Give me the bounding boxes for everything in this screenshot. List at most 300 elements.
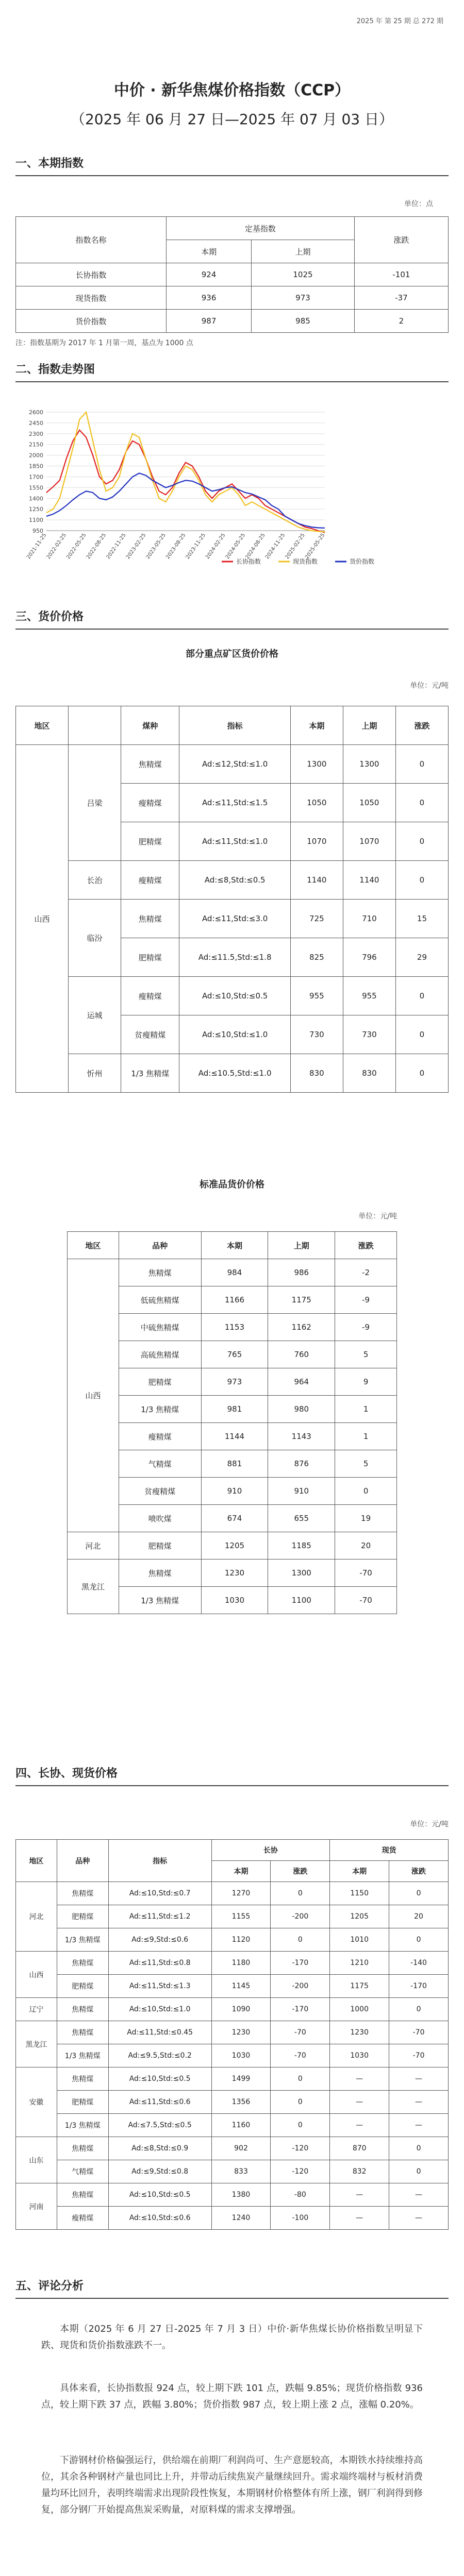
cell: 1155 bbox=[211, 1905, 271, 1928]
cell: Ad:≤11,Std:≤0.6 bbox=[108, 2091, 211, 2114]
cell: 1205 bbox=[201, 1532, 268, 1560]
cell: 1166 bbox=[201, 1286, 268, 1314]
table-row bbox=[16, 745, 449, 784]
legend-label: 长协指数 bbox=[236, 558, 261, 565]
cell: 1/3 焦精煤 bbox=[57, 1928, 108, 1952]
cell: 9 bbox=[335, 1368, 397, 1396]
cell: 0 bbox=[389, 1882, 449, 1905]
analysis-paragraph-1: 本期（2025 年 6 月 27 日-2025 年 7 月 3 日）中价·新华焦煤长协价格指数呈明显下跌、现货和货价指数涨跌不一。 bbox=[41, 2324, 423, 2351]
cell: -70 bbox=[389, 2044, 449, 2067]
table-row bbox=[16, 2160, 449, 2183]
cell: 730 bbox=[290, 1015, 343, 1054]
cell: 1/3 焦精煤 bbox=[119, 1396, 201, 1423]
cell: 1300 bbox=[343, 745, 395, 784]
cell: 1/3 焦精煤 bbox=[119, 1587, 201, 1614]
cell: Ad:≤10,Std:≤0.5 bbox=[108, 2183, 211, 2207]
table-row bbox=[16, 310, 449, 333]
cell: 955 bbox=[343, 977, 395, 1015]
section-3-divider bbox=[15, 629, 449, 630]
cell: 焦精煤 bbox=[57, 2021, 108, 2044]
s4-unit: 单位：元/吨 bbox=[410, 1820, 449, 1828]
cell: -9 bbox=[335, 1314, 397, 1341]
cell: 0 bbox=[389, 2137, 449, 2160]
col-area: 地区 bbox=[16, 706, 69, 745]
cell: 肥精煤 bbox=[119, 1532, 201, 1560]
cell: — bbox=[330, 2067, 389, 2091]
table-row bbox=[68, 1532, 397, 1560]
col-current: 本期 bbox=[290, 706, 343, 745]
section-3-heading: 三、货价价格 bbox=[15, 611, 84, 623]
cell: 1 bbox=[335, 1396, 397, 1423]
cell: 1160 bbox=[211, 2114, 271, 2137]
x-tick-label: 2022-02-25 bbox=[45, 532, 68, 561]
cell: 0 bbox=[389, 2160, 449, 2183]
y-tick-label: 1100 bbox=[29, 517, 43, 524]
cell: 1300 bbox=[268, 1560, 335, 1587]
cell: Ad:≤11,Std:≤3.0 bbox=[179, 900, 290, 938]
cell: 1240 bbox=[211, 2207, 271, 2230]
cell: Ad:≤10,Std:≤0.7 bbox=[108, 1882, 211, 1905]
report-period: （2025 年 06 月 27 日—2025 年 07 月 03 日） bbox=[70, 111, 394, 128]
col-area: 地区 bbox=[68, 1232, 119, 1259]
cell: — bbox=[330, 2207, 389, 2230]
cell: -100 bbox=[271, 2207, 330, 2230]
cell: 焦精煤 bbox=[57, 1882, 108, 1905]
section-1-heading: 一、本期指数 bbox=[15, 157, 84, 170]
col-current: 本期 bbox=[201, 1232, 268, 1259]
cell: -70 bbox=[389, 2021, 449, 2044]
y-tick-label: 950 bbox=[32, 528, 43, 534]
mine-price-table bbox=[15, 706, 449, 1093]
cell: Ad:≤11,Std:≤1.5 bbox=[179, 784, 290, 822]
section-2-divider bbox=[15, 381, 449, 382]
standard-price-subheading: 标准品货价价格 bbox=[200, 1179, 264, 1190]
col-current: 本期 bbox=[167, 240, 252, 263]
cell: 0 bbox=[335, 1478, 397, 1505]
cell: 1140 bbox=[343, 861, 395, 900]
cell: Ad:≤8,Std:≤0.5 bbox=[179, 861, 290, 900]
section-2-heading: 二、指数走势图 bbox=[15, 363, 95, 376]
cell: 936 bbox=[167, 286, 252, 310]
cell: 730 bbox=[343, 1015, 395, 1054]
cell: Ad:≤9.5,Std:≤0.2 bbox=[108, 2044, 211, 2067]
cell: 29 bbox=[395, 938, 448, 977]
cell: 气精煤 bbox=[119, 1450, 201, 1478]
x-tick-label: 2024-11-25 bbox=[264, 532, 287, 561]
cell: 15 bbox=[395, 900, 448, 938]
cell: 710 bbox=[343, 900, 395, 938]
subarea-cell: 临汾 bbox=[69, 900, 121, 977]
cell: 1153 bbox=[201, 1314, 268, 1341]
cell: 964 bbox=[268, 1368, 335, 1396]
y-tick-label: 1400 bbox=[29, 495, 43, 502]
cell: — bbox=[330, 2114, 389, 2137]
cell: 1185 bbox=[268, 1532, 335, 1560]
cell: 1070 bbox=[290, 822, 343, 861]
cell: 长协指数 bbox=[16, 263, 167, 286]
cell: 1230 bbox=[211, 2021, 271, 2044]
cell: 910 bbox=[268, 1478, 335, 1505]
x-tick-label: 2023-05-25 bbox=[145, 532, 167, 561]
col-spot-current: 本期 bbox=[330, 1861, 389, 1882]
table-row bbox=[16, 1905, 449, 1928]
subarea-cell: 长治 bbox=[69, 861, 121, 900]
cell: 973 bbox=[252, 286, 355, 310]
area-cell: 山西 bbox=[68, 1259, 119, 1532]
cell: Ad:≤10,Std:≤0.5 bbox=[179, 977, 290, 1015]
cell: 0 bbox=[271, 1882, 330, 1905]
cell: 973 bbox=[201, 1368, 268, 1396]
index-table bbox=[15, 216, 449, 333]
analysis-paragraph-4 bbox=[41, 2573, 423, 2576]
cell: 1175 bbox=[330, 1975, 389, 1998]
col-index-name: 指数名称 bbox=[16, 217, 167, 263]
section-5-heading: 五、评论分析 bbox=[15, 2280, 84, 2293]
cell: 984 bbox=[201, 1259, 268, 1286]
cell: 902 bbox=[211, 2137, 271, 2160]
cell: Ad:≤9,Std:≤0.8 bbox=[108, 2160, 211, 2183]
cell: 765 bbox=[201, 1341, 268, 1368]
cell: 985 bbox=[252, 310, 355, 333]
cell: — bbox=[389, 2067, 449, 2091]
table-row bbox=[16, 2044, 449, 2067]
cell: 955 bbox=[290, 977, 343, 1015]
cell: 1143 bbox=[268, 1423, 335, 1450]
cell: 中硫焦精煤 bbox=[119, 1314, 201, 1341]
x-tick-label: 2021-11-25 bbox=[26, 532, 48, 561]
cell: 气精煤 bbox=[57, 2160, 108, 2183]
col-change: 涨跌 bbox=[395, 706, 448, 745]
col-spot-change: 涨跌 bbox=[389, 1861, 449, 1882]
area-cell: 河北 bbox=[16, 1882, 57, 1952]
cell: 832 bbox=[330, 2160, 389, 2183]
cell: 980 bbox=[268, 1396, 335, 1423]
col-fixed-base: 定基指数 bbox=[167, 217, 355, 240]
x-tick-label: 2023-11-25 bbox=[185, 532, 207, 561]
cell: 987 bbox=[167, 310, 252, 333]
table-row bbox=[16, 2114, 449, 2137]
cell: 肥精煤 bbox=[57, 2091, 108, 2114]
x-tick-label: 2022-08-25 bbox=[85, 532, 108, 561]
cell: 0 bbox=[395, 745, 448, 784]
cell: 1180 bbox=[211, 1952, 271, 1975]
x-tick-label: 2024-08-25 bbox=[244, 532, 267, 561]
col-previous: 上期 bbox=[268, 1232, 335, 1259]
analysis-paragraph-2: 具体来看，长协指数报 924 点，较上期下跌 101 点，跌幅 9.85%；现货价格指数 936 点，较上期下跌 37 点，跌幅 3.80%；货价指数 987 点，较上期上涨 2 点，涨幅 0.20%。 bbox=[41, 2383, 423, 2410]
col-lt-current: 本期 bbox=[211, 1861, 271, 1882]
cell: Ad:≤8,Std:≤0.9 bbox=[108, 2137, 211, 2160]
col-change: 涨跌 bbox=[335, 1232, 397, 1259]
cell: Ad:≤11,Std:≤1.3 bbox=[108, 1975, 211, 1998]
subarea-cell: 运城 bbox=[69, 977, 121, 1054]
cell: 1090 bbox=[211, 1998, 271, 2021]
cell: 986 bbox=[268, 1259, 335, 1286]
cell: Ad:≤11,Std:≤0.45 bbox=[108, 2021, 211, 2044]
col-spec: 指标 bbox=[108, 1840, 211, 1882]
cell: 876 bbox=[268, 1450, 335, 1478]
province-cell: 山西 bbox=[16, 745, 69, 1093]
cell: 825 bbox=[290, 938, 343, 977]
cell: -120 bbox=[271, 2137, 330, 2160]
table-row bbox=[16, 1054, 449, 1093]
cell: 贫瘦精煤 bbox=[121, 1015, 179, 1054]
col-long-term: 长协 bbox=[211, 1840, 330, 1861]
cell: 焦精煤 bbox=[121, 745, 179, 784]
cell: 1499 bbox=[211, 2067, 271, 2091]
y-tick-label: 1250 bbox=[29, 506, 43, 513]
col-kind: 煤种 bbox=[121, 706, 179, 745]
cell: 焦精煤 bbox=[57, 1998, 108, 2021]
cell: Ad:≤10,Std:≤1.0 bbox=[179, 1015, 290, 1054]
cell: 0 bbox=[395, 822, 448, 861]
area-cell: 山西 bbox=[16, 1952, 57, 1998]
table-row bbox=[68, 1560, 397, 1587]
cell: 1050 bbox=[290, 784, 343, 822]
x-tick-label: 2023-08-25 bbox=[165, 532, 187, 561]
cell: 1030 bbox=[330, 2044, 389, 2067]
analysis-paragraph-3: 下游钢材价格偏强运行，供给端在前期厂利润尚可、生产意愿较高，本期铁水持续维持高位，其余各种钢材产量也同比上升，并带动后续焦炭产量继续回升。需求端终端材与板材消费量均环比回升，表明终端需求出现阶段性恢复，本期钢材价格整体有所上涨，钢厂利润得到修复，部分钢厂开始提高焦炭采购量，对原料煤的需求支撑增强。 bbox=[41, 2455, 423, 2515]
cell: 910 bbox=[201, 1478, 268, 1505]
area-cell: 黑龙江 bbox=[68, 1560, 119, 1614]
cell: 低硫焦精煤 bbox=[119, 1286, 201, 1314]
cell: 19 bbox=[335, 1505, 397, 1532]
cell: 焦精煤 bbox=[57, 2183, 108, 2207]
cell: Ad:≤11.5,Std:≤1.8 bbox=[179, 938, 290, 977]
y-tick-label: 1850 bbox=[29, 463, 43, 470]
cell: -140 bbox=[389, 1952, 449, 1975]
table-row bbox=[16, 1882, 449, 1905]
cell: 1025 bbox=[252, 263, 355, 286]
x-tick-label: 2025-05-25 bbox=[304, 532, 326, 561]
cell: 0 bbox=[389, 1998, 449, 2021]
cell: 830 bbox=[343, 1054, 395, 1093]
table-row bbox=[16, 2021, 449, 2044]
table-row bbox=[16, 861, 449, 900]
cell: 0 bbox=[395, 861, 448, 900]
area-cell: 河北 bbox=[68, 1532, 119, 1560]
table-row bbox=[16, 2207, 449, 2230]
cell: 20 bbox=[389, 1905, 449, 1928]
section-5-divider bbox=[15, 2298, 449, 2299]
col-previous: 上期 bbox=[252, 240, 355, 263]
cell: 焦精煤 bbox=[57, 1952, 108, 1975]
cell: Ad:≤11,Std:≤1.2 bbox=[108, 1905, 211, 1928]
cell: 焦精煤 bbox=[57, 2067, 108, 2091]
cell: 1030 bbox=[211, 2044, 271, 2067]
legend-label: 货价指数 bbox=[350, 558, 375, 565]
cell: 1380 bbox=[211, 2183, 271, 2207]
cell: — bbox=[389, 2091, 449, 2114]
cell: Ad:≤10,Std:≤0.6 bbox=[108, 2207, 211, 2230]
table-row bbox=[16, 900, 449, 938]
col-spec: 指标 bbox=[179, 706, 290, 745]
cell: 0 bbox=[389, 1928, 449, 1952]
table-row bbox=[16, 2137, 449, 2160]
cell: 1230 bbox=[330, 2021, 389, 2044]
cell: 瘦精煤 bbox=[121, 977, 179, 1015]
cell: 1050 bbox=[343, 784, 395, 822]
cell: -200 bbox=[271, 1905, 330, 1928]
cell: -70 bbox=[271, 2021, 330, 2044]
cell: 725 bbox=[290, 900, 343, 938]
subarea-cell: 吕梁 bbox=[69, 745, 121, 861]
cell: 肥精煤 bbox=[57, 1975, 108, 1998]
cell: 0 bbox=[395, 784, 448, 822]
y-tick-label: 2450 bbox=[29, 419, 43, 427]
area-cell: 辽宁 bbox=[16, 1998, 57, 2021]
cell: 1/3 焦精煤 bbox=[57, 2044, 108, 2067]
table-row bbox=[16, 977, 449, 1015]
cell: -70 bbox=[335, 1560, 397, 1587]
cell: Ad:≤10.5,Std:≤1.0 bbox=[179, 1054, 290, 1093]
table-row bbox=[16, 1952, 449, 1975]
cell: -101 bbox=[354, 263, 448, 286]
cell: 674 bbox=[201, 1505, 268, 1532]
mine-price-subheading: 部分重点矿区货价价格 bbox=[186, 649, 278, 659]
cell: 0 bbox=[395, 977, 448, 1015]
section-1-divider bbox=[15, 175, 449, 176]
cell: — bbox=[389, 2207, 449, 2230]
cell: 肥精煤 bbox=[119, 1368, 201, 1396]
cell: 1205 bbox=[330, 1905, 389, 1928]
cell: 1070 bbox=[343, 822, 395, 861]
cell: 1140 bbox=[290, 861, 343, 900]
x-tick-label: 2024-05-25 bbox=[224, 532, 247, 561]
issue-number: 2025 年 第 25 期 总 272 期 bbox=[356, 18, 443, 25]
cell: 喷吹煤 bbox=[119, 1505, 201, 1532]
cell: — bbox=[389, 2183, 449, 2207]
subarea-cell: 忻州 bbox=[69, 1054, 121, 1093]
section-4-divider bbox=[15, 1785, 449, 1786]
cell: -200 bbox=[271, 1975, 330, 1998]
cell: 0 bbox=[395, 1015, 448, 1054]
cell: Ad:≤10,Std:≤0.5 bbox=[108, 2067, 211, 2091]
cell: 830 bbox=[290, 1054, 343, 1093]
cell: 5 bbox=[335, 1341, 397, 1368]
cell: 瘦精煤 bbox=[121, 861, 179, 900]
cell: 瘦精煤 bbox=[121, 784, 179, 822]
y-tick-label: 2300 bbox=[29, 430, 43, 437]
cell: 1/3 焦精煤 bbox=[121, 1054, 179, 1093]
cell: 肥精煤 bbox=[57, 1905, 108, 1928]
area-cell: 山东 bbox=[16, 2137, 57, 2183]
cell: Ad:≤9,Std:≤0.6 bbox=[108, 1928, 211, 1952]
col-kind: 品种 bbox=[119, 1232, 201, 1259]
cell: 0 bbox=[271, 2067, 330, 2091]
cell: 1030 bbox=[201, 1587, 268, 1614]
cell: 1162 bbox=[268, 1314, 335, 1341]
cell: 1144 bbox=[201, 1423, 268, 1450]
cell: Ad:≤11,Std:≤0.8 bbox=[108, 1952, 211, 1975]
cell: 20 bbox=[335, 1532, 397, 1560]
x-tick-label: 2022-11-25 bbox=[105, 532, 127, 561]
cell: — bbox=[330, 2091, 389, 2114]
cell: 0 bbox=[271, 1928, 330, 1952]
cell: 796 bbox=[343, 938, 395, 977]
table-row bbox=[16, 1928, 449, 1952]
cell: 1150 bbox=[330, 1882, 389, 1905]
area-cell: 黑龙江 bbox=[16, 2021, 57, 2067]
cell: -2 bbox=[335, 1259, 397, 1286]
cell: Ad:≤11,Std:≤1.0 bbox=[179, 822, 290, 861]
cell: 981 bbox=[201, 1396, 268, 1423]
s3-unit-2: 单位：元/吨 bbox=[358, 1212, 397, 1221]
s3-unit-1: 单位：元/吨 bbox=[410, 682, 449, 690]
x-tick-label: 2022-05-25 bbox=[65, 532, 88, 561]
cell: 1120 bbox=[211, 1928, 271, 1952]
cell: — bbox=[389, 2114, 449, 2137]
table-row bbox=[16, 286, 449, 310]
cell: 1010 bbox=[330, 1928, 389, 1952]
cell: 货价指数 bbox=[16, 310, 167, 333]
col-lt-change: 涨跌 bbox=[271, 1861, 330, 1882]
cell: 655 bbox=[268, 1505, 335, 1532]
cell: 1145 bbox=[211, 1975, 271, 1998]
index-trend-chart bbox=[15, 407, 407, 572]
table-row bbox=[16, 1998, 449, 2021]
x-tick-label: 2025-02-25 bbox=[284, 532, 306, 561]
y-tick-label: 2000 bbox=[29, 452, 43, 459]
cell: -170 bbox=[271, 1998, 330, 2021]
cell: -170 bbox=[389, 1975, 449, 1998]
cell: 870 bbox=[330, 2137, 389, 2160]
col-kind: 品种 bbox=[57, 1840, 108, 1882]
cell: -70 bbox=[271, 2044, 330, 2067]
col-previous: 上期 bbox=[343, 706, 395, 745]
area-cell: 安徽 bbox=[16, 2067, 57, 2137]
table-row bbox=[16, 2183, 449, 2207]
report-title: 中价 · 新华焦煤价格指数（CCP） bbox=[113, 81, 351, 99]
cell: 焦精煤 bbox=[119, 1560, 201, 1587]
cell: 1/3 焦精煤 bbox=[57, 2114, 108, 2137]
series-line-0 bbox=[46, 430, 325, 533]
cell: 肥精煤 bbox=[121, 822, 179, 861]
standard-price-table bbox=[67, 1231, 397, 1614]
cell: 881 bbox=[201, 1450, 268, 1478]
cell: 1356 bbox=[211, 2091, 271, 2114]
cell: 833 bbox=[211, 2160, 271, 2183]
cell: 现货指数 bbox=[16, 286, 167, 310]
y-tick-label: 1550 bbox=[29, 484, 43, 492]
contract-spot-table bbox=[15, 1839, 449, 2230]
cell: Ad:≤7.5,Std:≤0.5 bbox=[108, 2114, 211, 2137]
cell: 1270 bbox=[211, 1882, 271, 1905]
cell: 1000 bbox=[330, 1998, 389, 2021]
cell: 高硫焦精煤 bbox=[119, 1341, 201, 1368]
cell: 焦精煤 bbox=[121, 900, 179, 938]
x-tick-label: 2024-02-25 bbox=[205, 532, 227, 561]
cell: 1230 bbox=[201, 1560, 268, 1587]
s1-unit: 单位：点 bbox=[404, 200, 433, 208]
cell: -37 bbox=[354, 286, 448, 310]
cell: -9 bbox=[335, 1286, 397, 1314]
cell: — bbox=[330, 2183, 389, 2207]
cell: 1210 bbox=[330, 1952, 389, 1975]
cell: 焦精煤 bbox=[57, 2137, 108, 2160]
table-row bbox=[16, 263, 449, 286]
table-row bbox=[16, 2091, 449, 2114]
cell: 0 bbox=[271, 2114, 330, 2137]
col-area: 地区 bbox=[16, 1840, 57, 1882]
cell: Ad:≤12,Std:≤1.0 bbox=[179, 745, 290, 784]
cell: -170 bbox=[271, 1952, 330, 1975]
s1-note: 注：指数基期为 2017 年 1 月第一周，基点为 1000 点 bbox=[15, 339, 193, 347]
cell: 瘦精煤 bbox=[57, 2207, 108, 2230]
cell: 1175 bbox=[268, 1286, 335, 1314]
cell: -70 bbox=[335, 1587, 397, 1614]
cell: 2 bbox=[354, 310, 448, 333]
cell: -120 bbox=[271, 2160, 330, 2183]
